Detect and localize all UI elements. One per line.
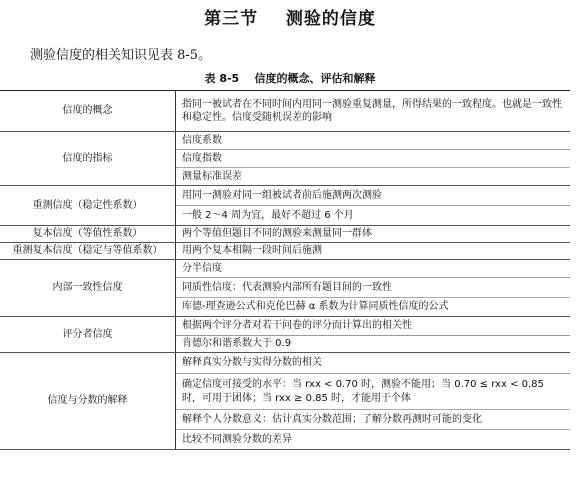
detail-cell: 根据两个评分者对若干问卷的评分而计算出的相关性 (176, 317, 571, 336)
concept-cell: 信度的指标 (0, 132, 176, 186)
concept-cell: 重测复本信度（稳定与等值系数） (0, 243, 176, 260)
detail-cell: 解释真实分数与实得分数的相关 (176, 353, 571, 374)
table-row (0, 132, 570, 150)
detail-cell: 一般 2～4 周为宜，最好不超过 6 个月 (176, 206, 571, 226)
detail-cell: 两个等值但题目不同的测验来测量同一群体 (176, 226, 571, 243)
detail-cell: 分半信度 (176, 260, 571, 278)
detail-cell: 肯德尔和谐系数大于 0.9 (176, 336, 571, 353)
table-row (0, 243, 570, 260)
detail-cell: 比较不同测验分数的差异 (176, 430, 571, 450)
intro-text: 测验信度的相关知识见表 8-5。 (30, 48, 212, 63)
concept-cell: 重测信度（稳定性系数） (0, 186, 176, 226)
detail-cell: 信度指数 (176, 150, 571, 168)
concept-cell: 信度与分数的解释 (0, 353, 176, 450)
table-row (0, 226, 570, 243)
reliability-table (0, 90, 570, 450)
detail-cell: 解释个人分数意义：估计真实分数范围；了解分数再测时可能的变化 (176, 410, 571, 430)
table-caption: 表 8-5 信度的概念、评估和解释 (204, 72, 376, 85)
detail-cell: 确定信度可接受的水平：当 rxx < 0.70 时，测验不能用；当 0.70 ≤ rxx < 0.85 时，可用于团体；当 rxx ≥ 0.85 时，才能用于个体 (176, 374, 571, 410)
table-row (0, 91, 570, 132)
detail-cell: 测量标准误差 (176, 168, 571, 186)
concept-cell: 内部一致性信度 (0, 260, 176, 317)
table-row (0, 186, 570, 206)
table-row (0, 353, 570, 374)
detail-cell: 用同一测验对同一组被试者前后施测两次测验 (176, 186, 571, 206)
page-title: 第三节 测验的信度 (204, 9, 376, 29)
table-row (0, 260, 570, 278)
table-row (0, 317, 570, 336)
concept-cell: 评分者信度 (0, 317, 176, 353)
detail-cell: 指同一被试者在不同时间内用同一测验重复测量，所得结果的一致程度。也就是一致性和稳定性。信度受随机误差的影响 (176, 91, 571, 132)
detail-cell: 同质性信度：代表测验内部所有题目间的一致性 (176, 278, 571, 298)
concept-cell: 信度的概念 (0, 91, 176, 132)
detail-cell: 库德-理查逊公式和克伦巴赫 α 系数为计算同质性信度的公式 (176, 298, 571, 317)
concept-cell: 复本信度（等值性系数） (0, 226, 176, 243)
detail-cell: 信度系数 (176, 132, 571, 150)
detail-cell: 用两个复本相隔一段时间后施测 (176, 243, 571, 260)
